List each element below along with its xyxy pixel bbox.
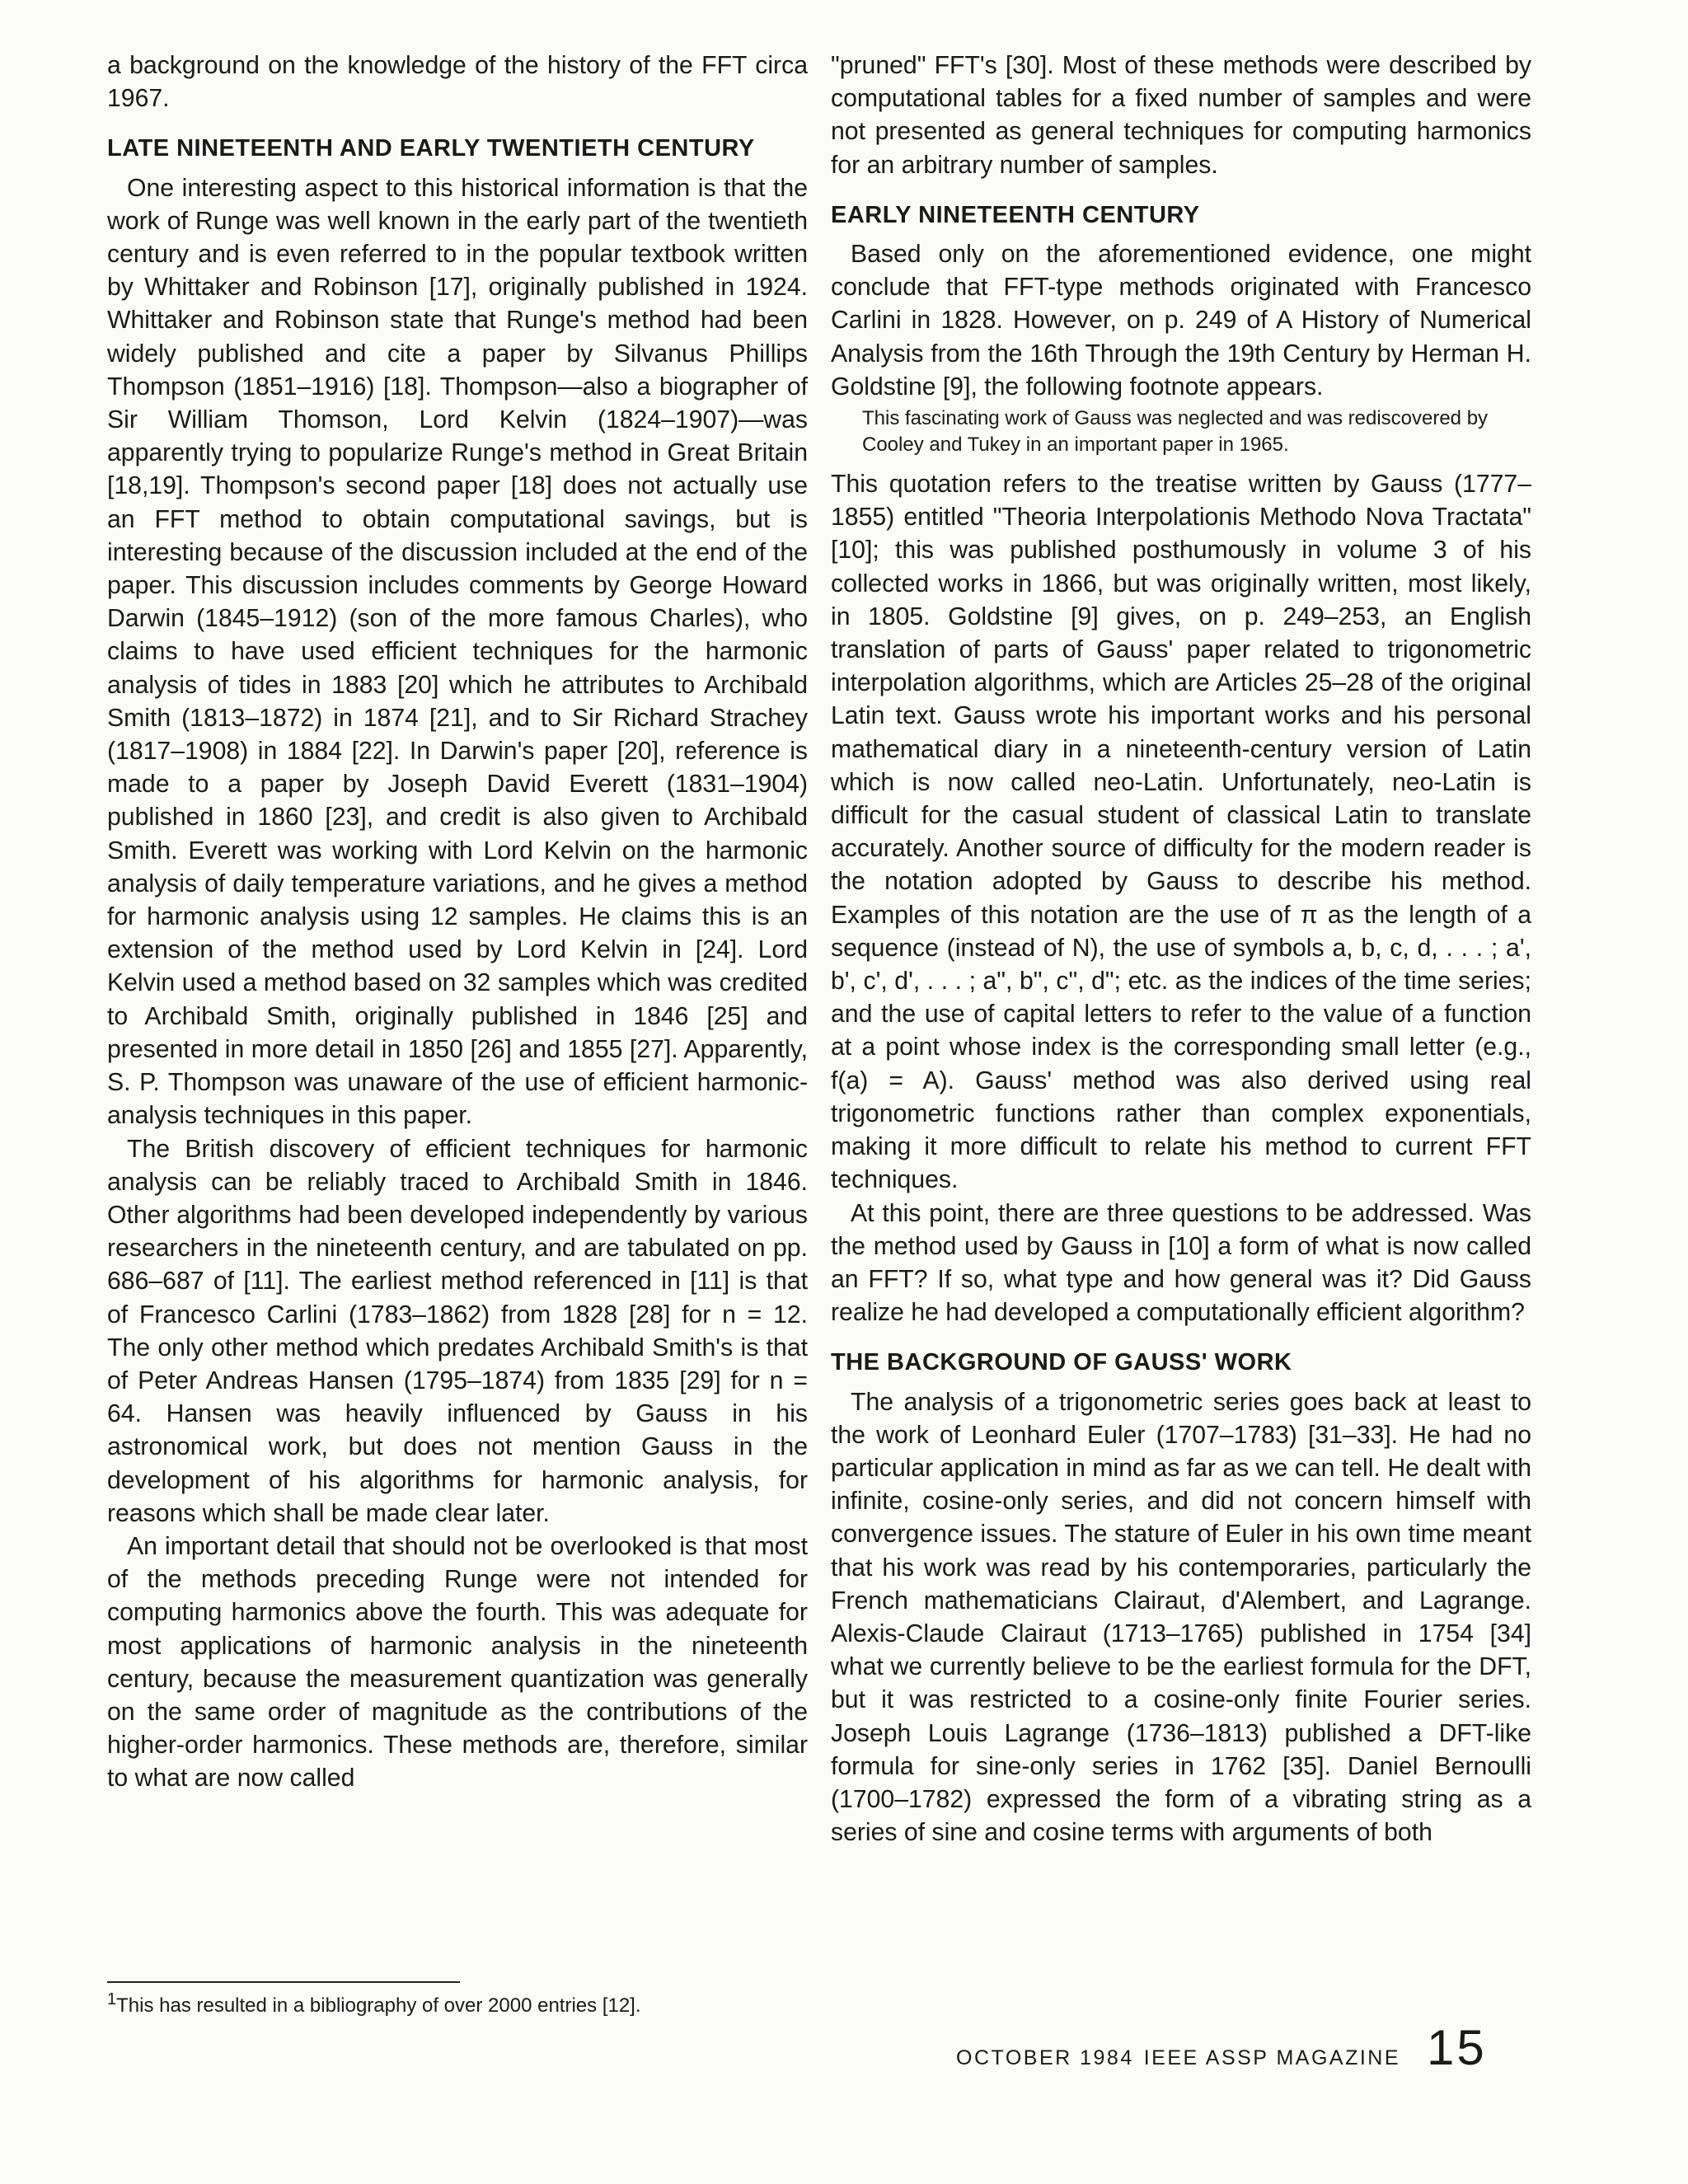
paragraph: An important detail that should not be overlooked is that most of the methods preceding Runge were not intended for computing harmonics above the fourth. This was adequate for most applications of harmonic analysis in the nineteenth century, because the measurement quantization was generally on the same order of magnitude as the contributions of the higher-order harmonics. These methods are, therefore, similar to what are now called	[107, 1532, 808, 1793]
issue-date: OCTOBER 1984	[956, 2046, 1134, 2069]
footnote	[107, 1986, 641, 2019]
footnote-marker: 1	[107, 1990, 117, 2008]
paragraph: a background on the knowledge of the history of the FFT circa 1967.	[107, 52, 808, 113]
footnote-text: This has resulted in a bibliography of over 2000 entries [12].	[116, 1994, 641, 2017]
section-heading: EARLY NINETEENTH CENTURY	[831, 201, 1200, 228]
journal-name: IEEE ASSP MAGAZINE	[1143, 2046, 1401, 2069]
paragraph: "pruned" FFT's [30]. Most of these methods were described by computational tables for a fixed number of samples and were not presented as general techniques for computing harmonics for an arbitrary number of samples.	[831, 52, 1531, 179]
page-number: 15	[1427, 2020, 1487, 2075]
section-heading: THE BACKGROUND OF GAUSS' WORK	[831, 1349, 1292, 1376]
paragraph: At this point, there are three questions to be addressed. Was the method used by Gauss in [10] a form of what is now called an FFT? If so, what type and how general was it? Did Gauss realize he had developed a computationally efficient algorithm?	[831, 1199, 1531, 1327]
left-column	[107, 49, 808, 1796]
paragraph: Based only on the aforementioned evidence, one might conclude that FFT-type methods originated with Francesco Carlini in 1828. However, on p. 249 of A History of Numerical Analysis from the 16th Through the 19th Century by Herman H. Goldstine [9], the following footnote appears.	[831, 241, 1531, 401]
page-footer	[956, 2019, 1487, 2076]
block-quote: This fascinating work of Gauss was neglected and was rediscovered by Cooley and Tukey in an important paper in 1965.	[862, 407, 1489, 457]
paragraph: The British discovery of efficient techniques for harmonic analysis can be reliably traced to Archibald Smith in 1846. Other algorithms had been developed independently by various researchers in the nineteenth century, and are tabulated on pp. 686–687 of [11]. The earliest method referenced in [11] is that of Francesco Carlini (1783–1862) from 1828 [28] for n = 12. The only other method which predates Archibald Smith's is that of Peter Andreas Hansen (1795–1874) from 1835 [29] for n = 64. Hansen was heavily influenced by Gauss in his astronomical work, but does not mention Gauss in the development of his algorithms for harmonic analysis, for reasons which shall be made clear later.	[107, 1135, 808, 1527]
paragraph: The analysis of a trigonometric series goes back at least to the work of Leonhard Euler (1707–1783) [31–33]. He had no particular application in mind as far as we can tell. He dealt with infinite, cosine-only series, and did not concern himself with convergence issues. The stature of Euler in his own time meant that his work was read by his contemporaries, particularly the French mathematicians Clairaut, d'Alembert, and Lagrange. Alexis-Claude Clairaut (1713–1765) published in 1754 [34] what we currently believe to be the earliest formula for the DFT, but it was restricted to a cosine-only finite Fourier series. Joseph Louis Lagrange (1736–1813) published a DFT-like formula for sine-only series in 1762 [35]. Daniel Bernoulli (1700–1782) expressed the form of a vibrating string as a series of sine and cosine terms with arguments of both	[831, 1388, 1531, 1847]
footnote-divider	[107, 1981, 460, 1983]
right-column	[831, 49, 1531, 1849]
section-heading: LATE NINETEENTH AND EARLY TWENTIETH CENTURY	[107, 135, 755, 162]
paragraph: This quotation refers to the treatise written by Gauss (1777–1855) entitled "Theoria Interpolationis Methodo Nova Tractata" [10]; this was published posthumously in volume 3 of his collected works in 1866, but was originally written, most likely, in 1805. Goldstine [9] gives, on p. 249–253, an English translation of parts of Gauss' paper related to trigonometric interpolation algorithms, which are Articles 25–28 of the original Latin text. Gauss wrote his important works and his personal mathematical diary in a nineteenth-century version of Latin which is now called neo-Latin. Unfortunately, neo-Latin is difficult for the casual student of classical Latin to translate accurately. Another source of difficulty for the modern reader is the notation adopted by Gauss to describe his method. Examples of this notation are the use of π as the length of a sequence (instead of N), the use of symbols a, b, c, d, . . . ; a', b', c', d', . . . ; a", b", c", d"; etc. as the indices of the time series; and the use of capital letters to refer to the value of a function at a point whose index is the corresponding small letter (e.g., f(a) = A). Gauss' method was also derived using real trigonometric functions rather than complex exponentials, making it more difficult to relate his method to current FFT techniques.	[831, 471, 1531, 1194]
paragraph: One interesting aspect to this historical information is that the work of Runge was well known in the early part of the twentieth century and is even referred to in the popular textbook written by Whittaker and Robinson [17], originally published in 1924. Whittaker and Robinson state that Runge's method had been widely published and cite a paper by Silvanus Phillips Thompson (1851–1916) [18]. Thompson—also a biographer of Sir William Thomson, Lord Kelvin (1824–1907)—was apparently trying to popularize Runge's method in Great Britain [18,19]. Thompson's second paper [18] does not actually use an FFT method to obtain computational savings, but is interesting because of the discussion included at the end of the paper. This discussion includes comments by George Howard Darwin (1845–1912) (son of the more famous Charles), who claims to have used efficient techniques for the harmonic analysis of tides in 1883 [20] which he attributes to Archibald Smith (1813–1872) in 1874 [21], and to Sir Richard Strachey (1817–1908) in 1884 [22]. In Darwin's paper [20], reference is made to a paper by Joseph David Everett (1831–1904) published in 1860 [23], and credit is also given to Archibald Smith. Everett was working with Lord Kelvin on the harmonic analysis of daily temperature variations, and he gives a method for harmonic analysis using 12 samples. He claims this is an extension of the method used by Lord Kelvin in [24]. Lord Kelvin used a method based on 32 samples which was credited to Archibald Smith, originally published in 1846 [25] and presented in more detail in 1850 [26] and 1855 [27]. Apparently, S. P. Thompson was unaware of the use of efficient harmonic-analysis techniques in this paper.	[107, 174, 808, 1130]
